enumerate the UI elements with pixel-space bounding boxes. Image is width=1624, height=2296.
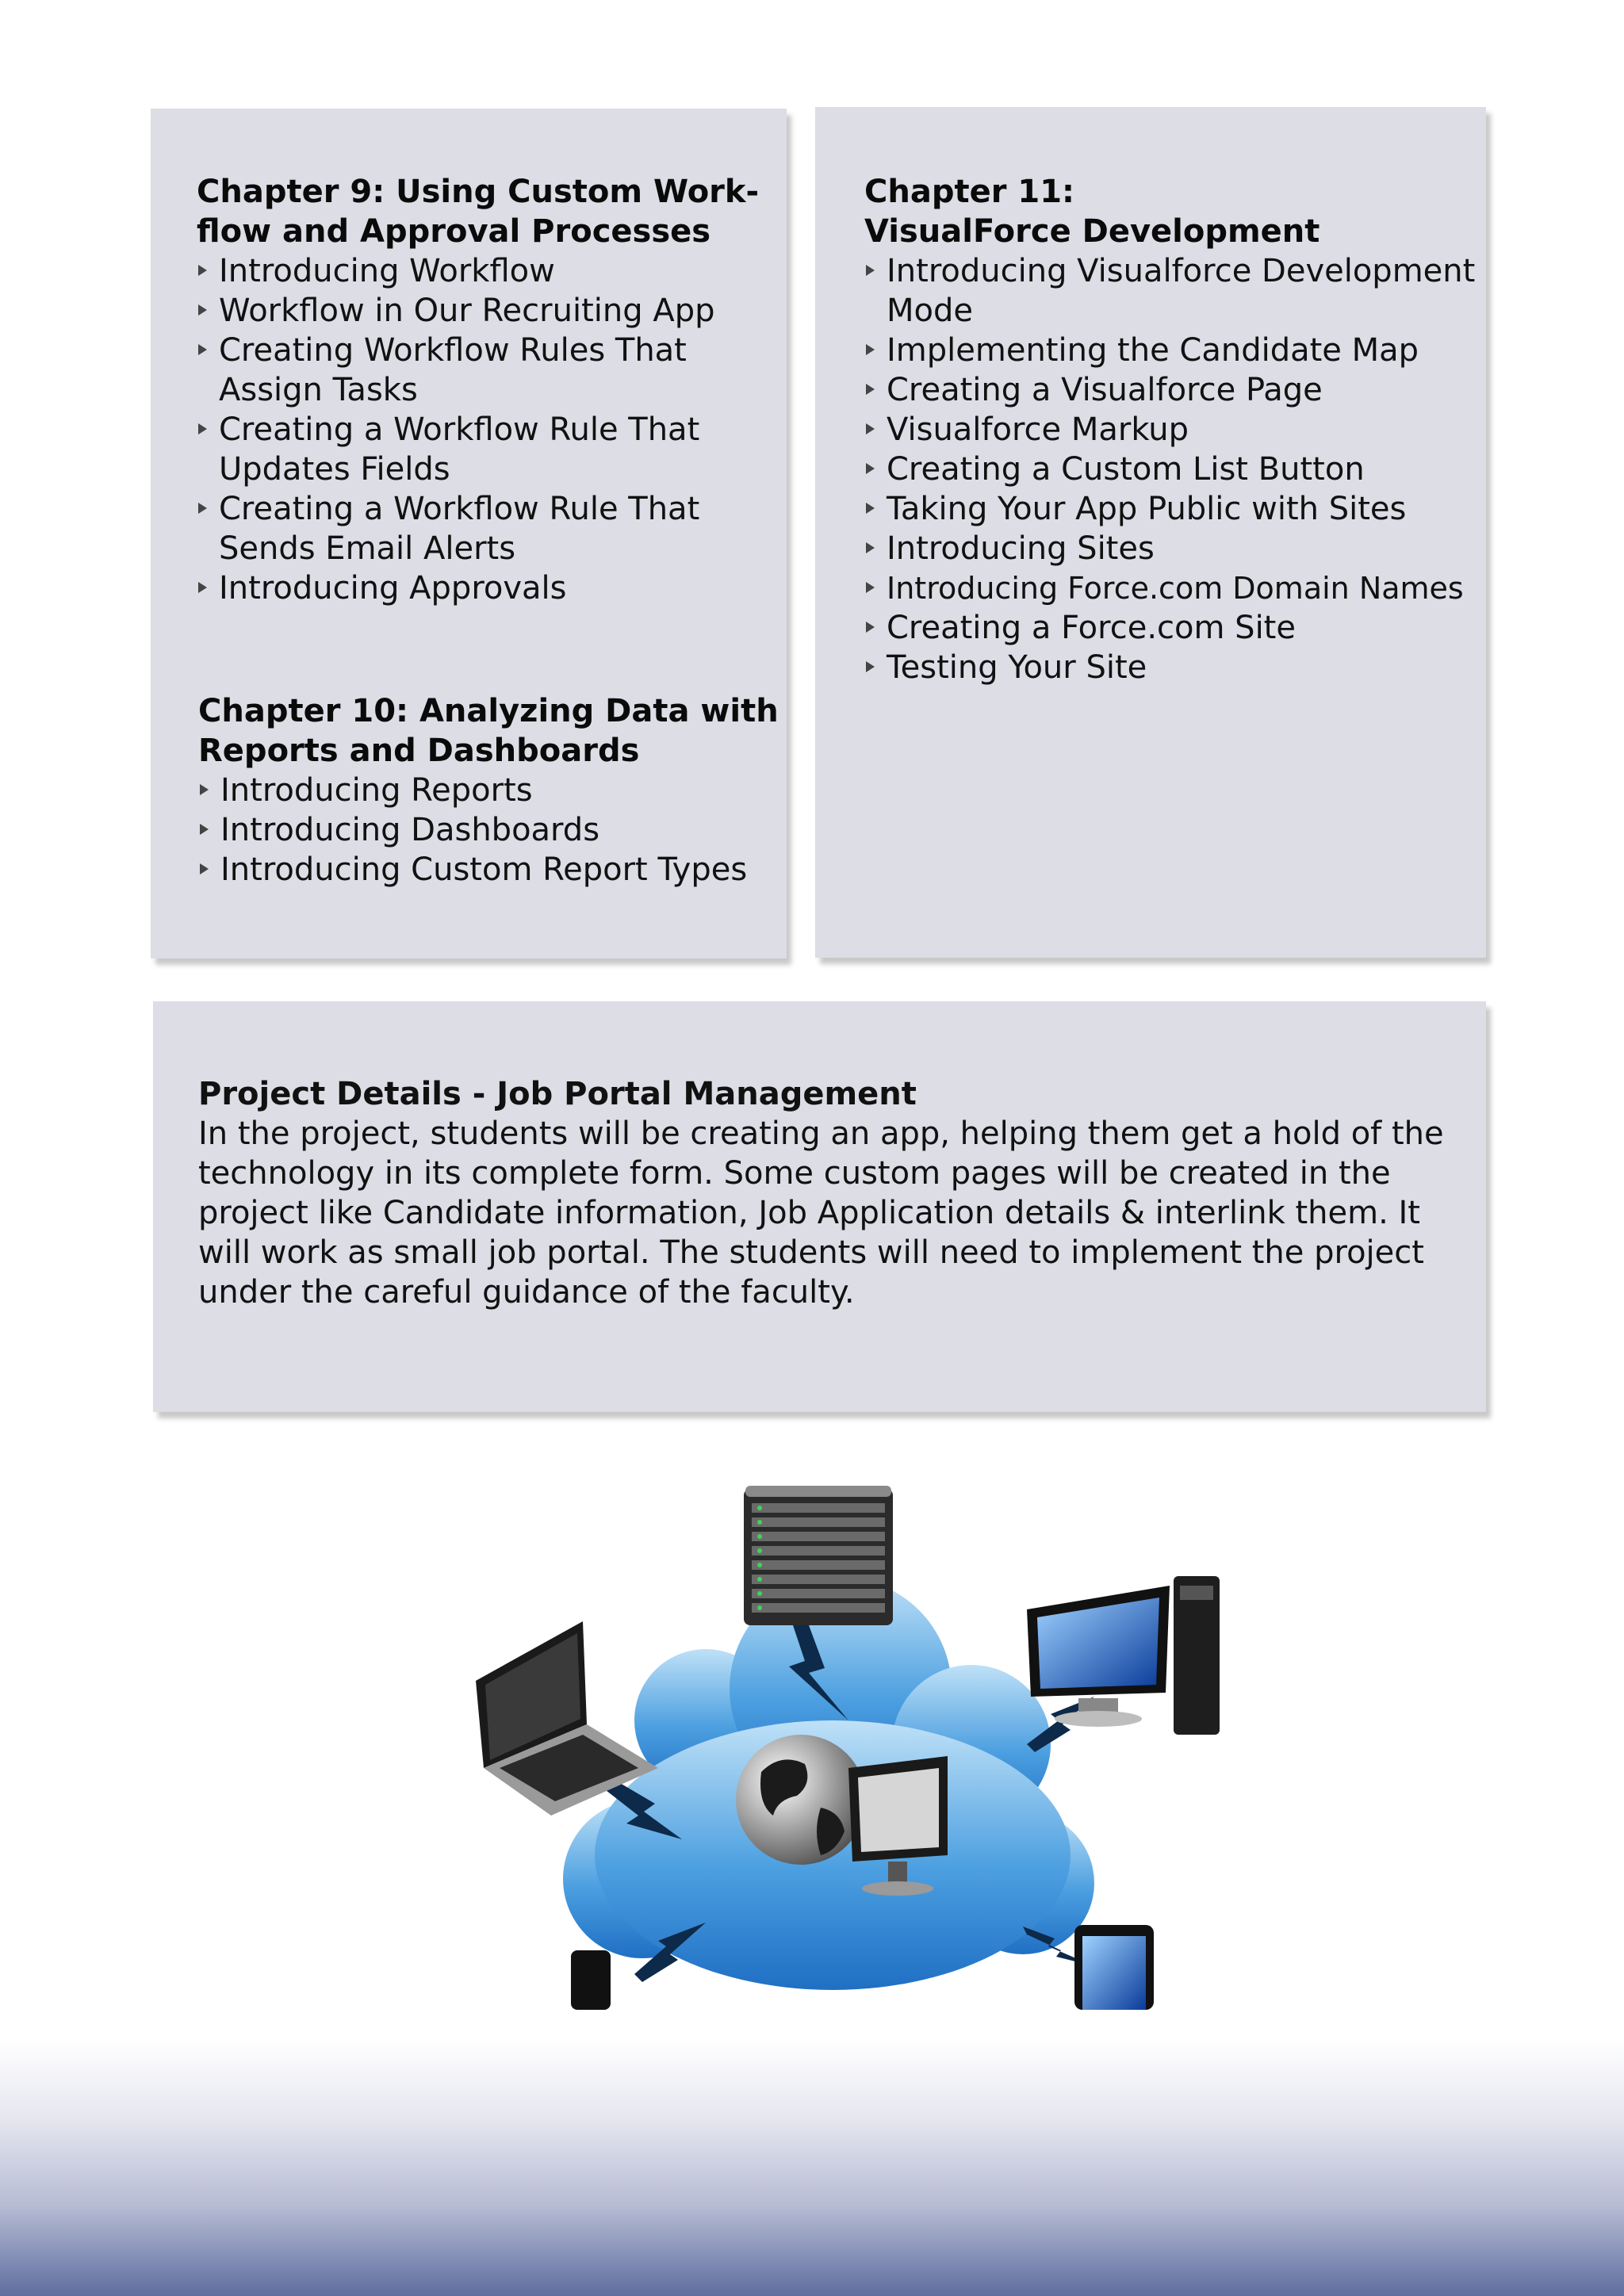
tablet-icon <box>1074 1925 1154 2010</box>
list-item: Creating a Custom List Button <box>864 450 1491 489</box>
chapter-11-topic-list <box>864 251 1491 687</box>
cloud-network-illustration <box>468 1483 1229 2010</box>
list-item: Taking Your App Public with Sites <box>864 489 1491 529</box>
list-item: Testing Your Site <box>864 648 1491 687</box>
server-rack-icon <box>744 1486 893 1625</box>
chapter-11-section <box>864 172 1491 687</box>
chapter-10-section <box>198 691 817 890</box>
list-item: Creating a Force.com Site <box>864 608 1491 648</box>
list-item: Introducing Sites <box>864 529 1491 568</box>
project-description: In the project, students will be creating an app, helping them get a hold of the technology in its complete form. Some custom pages will be created in the project like Candidate information, Job Application details & interlink them. It will work as small job portal. The students will need to implement the project under the careful guidance of the faculty. <box>198 1115 1444 1311</box>
chapter-9-section <box>197 172 783 608</box>
chapter-10-topic-list <box>198 771 817 890</box>
list-item: Creating a Workflow Rule That Updates Fields <box>197 410 783 489</box>
list-item: Creating a Workflow Rule That Sends Email Alerts <box>197 489 783 568</box>
phone-icon <box>571 1950 611 2010</box>
project-details-card <box>153 1001 1486 1412</box>
list-item: Visualforce Markup <box>864 410 1491 450</box>
list-item: Implementing the Candidate Map <box>864 331 1491 370</box>
list-item: Introducing Approvals <box>197 568 783 608</box>
list-item: Creating a Visualforce Page <box>864 370 1491 410</box>
list-item: Introducing Workflow <box>197 251 783 291</box>
desktop-computer-icon <box>1027 1576 1220 1735</box>
list-item: Introducing Reports <box>198 771 817 810</box>
footer-gradient-band <box>0 2038 1624 2296</box>
list-item: Introducing Force.com Domain Names <box>864 568 1491 608</box>
list-item: Introducing Visualforce Development Mode <box>864 251 1491 331</box>
globe-icon <box>736 1735 866 1865</box>
chapter-11-title: Chapter 11: VisualForce Development <box>864 174 1320 250</box>
list-item: Creating Workflow Rules That Assign Tasks <box>197 331 783 410</box>
chapter-9-topic-list <box>197 251 783 608</box>
list-item: Introducing Dashboards <box>198 810 817 850</box>
chapter-10-title: Chapter 10: Analyzing Data with Reports and Dashboards <box>198 693 779 769</box>
chapters-card-left <box>151 109 787 959</box>
list-item: Introducing Custom Report Types <box>198 850 817 890</box>
chapters-card-right <box>815 107 1486 958</box>
project-title: Project Details - Job Portal Management <box>198 1076 917 1112</box>
chapter-9-title: Chapter 9: Using Custom Work- flow and Approval Processes <box>197 174 760 250</box>
list-item: Workflow in Our Recruiting App <box>197 291 783 331</box>
